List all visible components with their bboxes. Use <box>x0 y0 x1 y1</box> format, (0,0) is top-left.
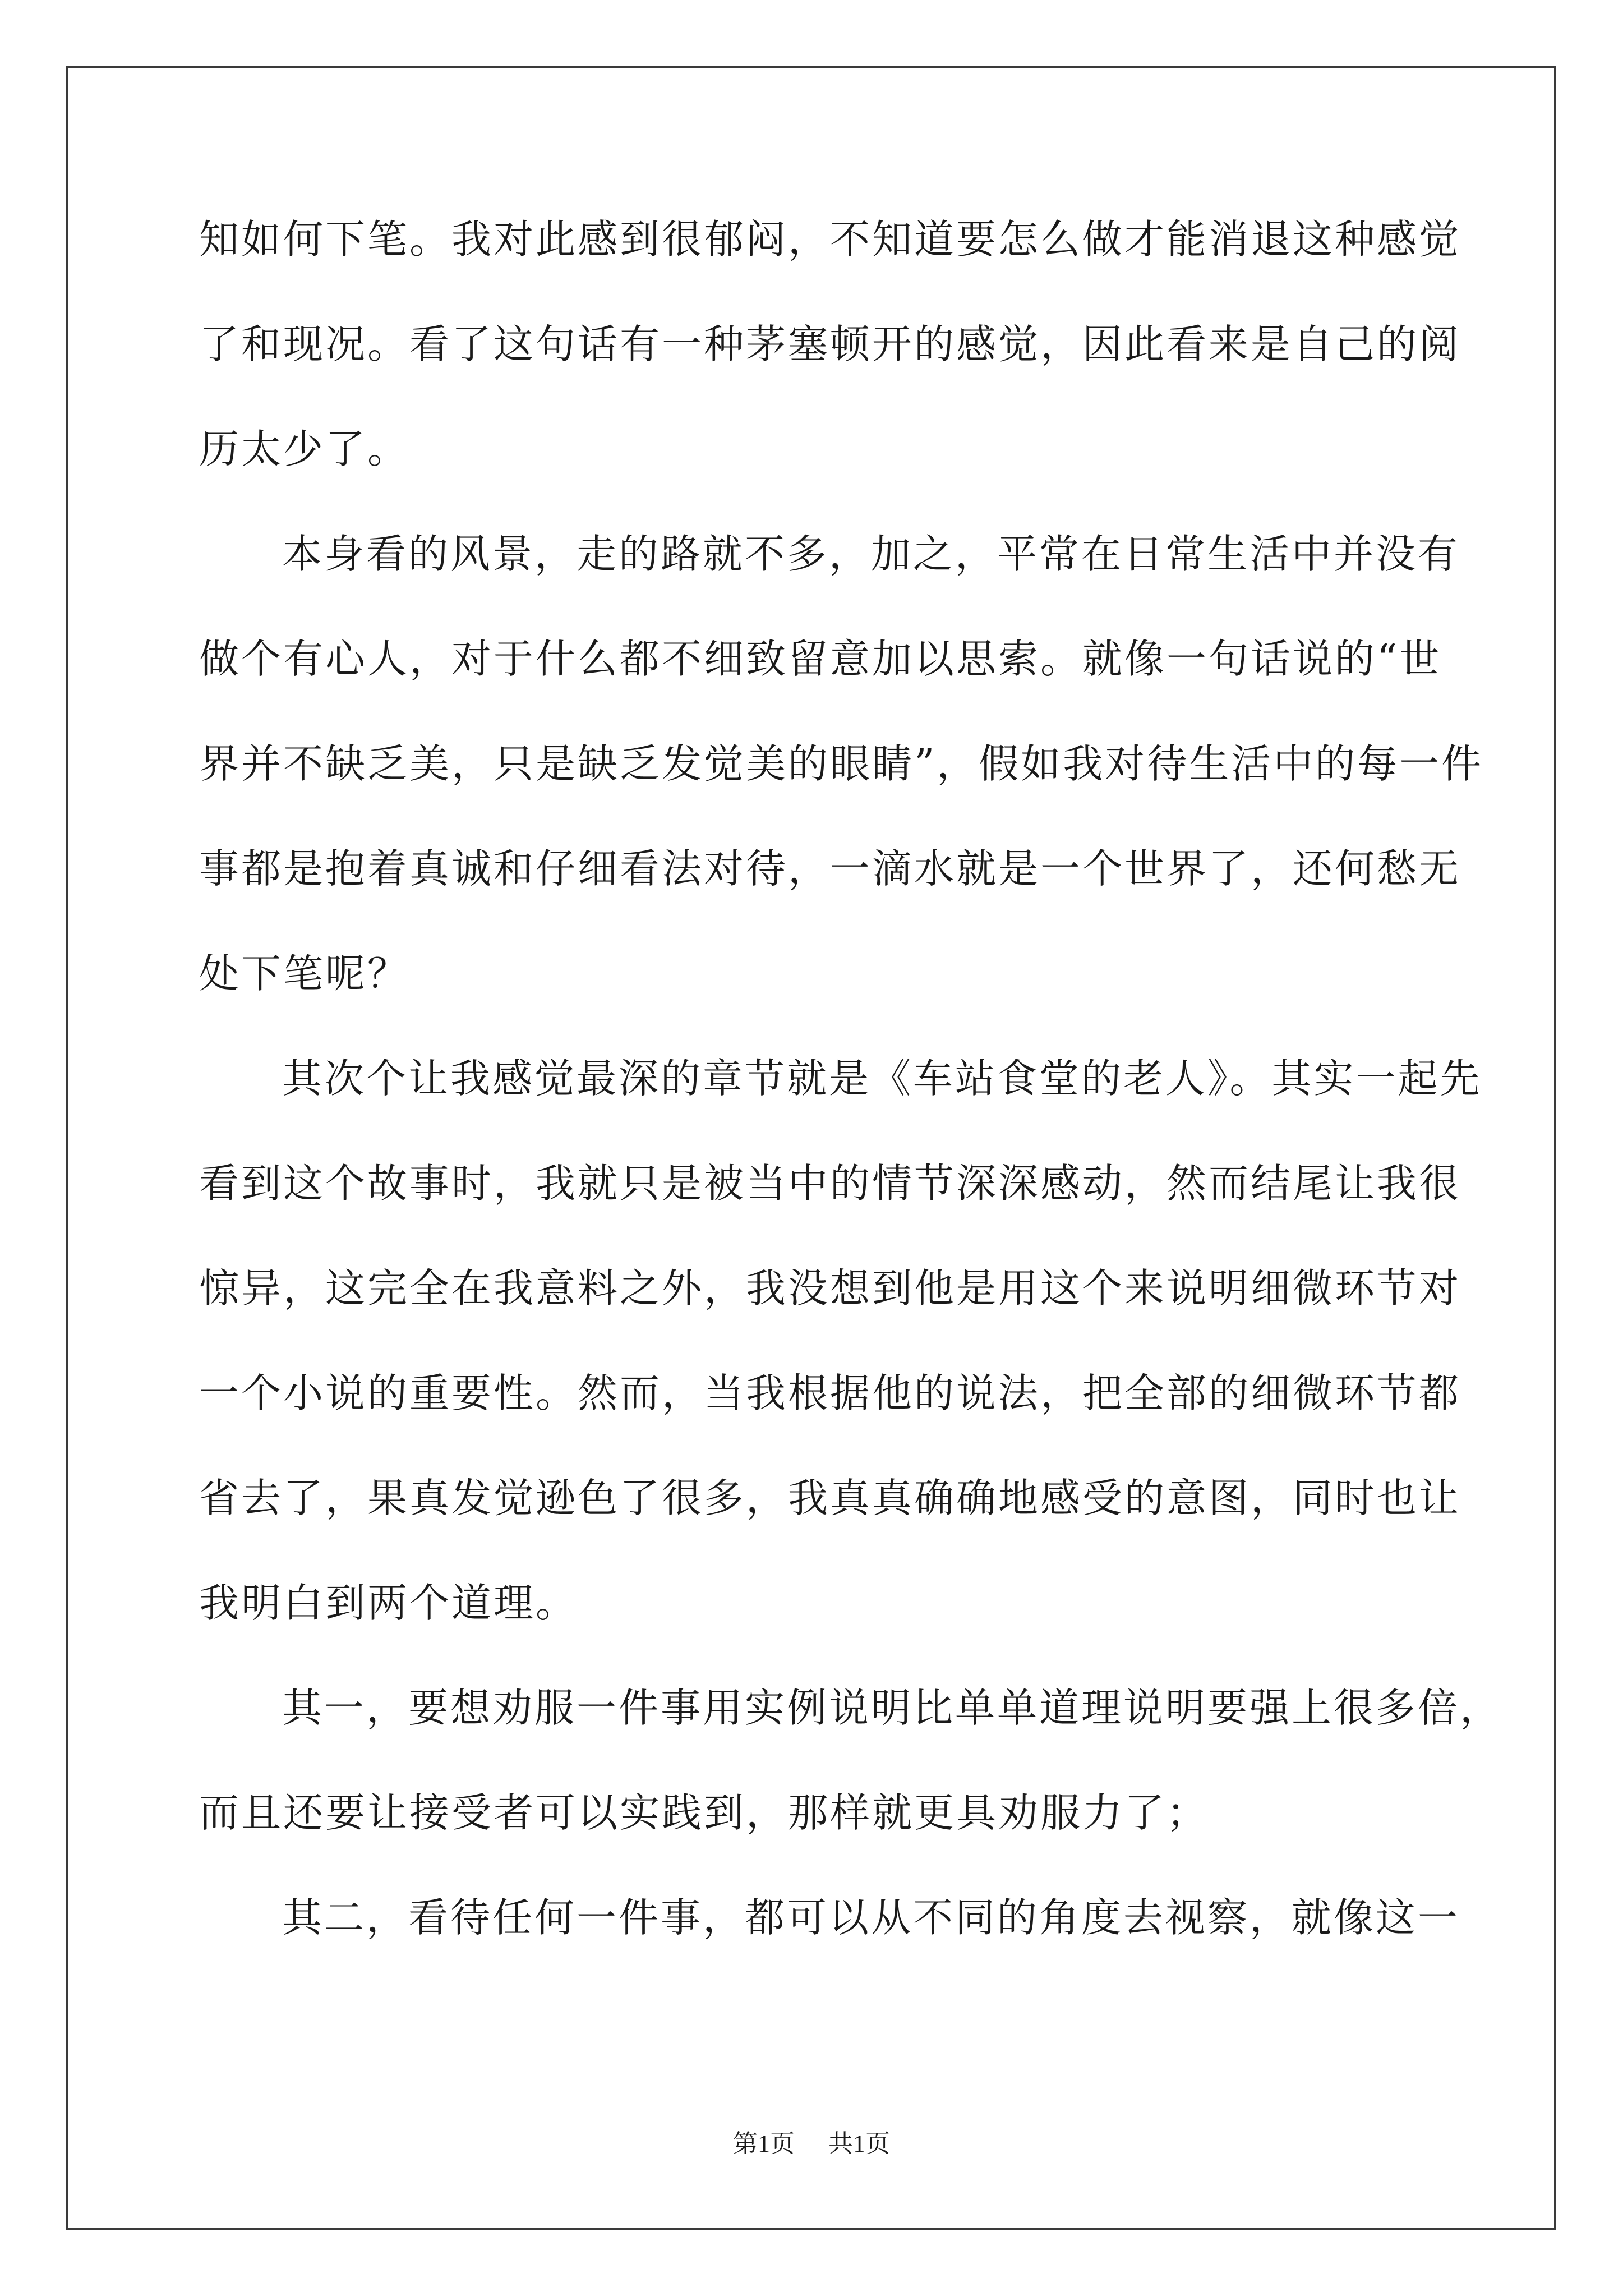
text-line: 界并不缺乏美，只是缺乏发觉美的眼睛”，假如我对待生活中的每一件 <box>199 740 1484 787</box>
text-line: 事都是抱着真诚和仔细看法对待，一滴水就是一个世界了，还何愁无 <box>199 845 1461 892</box>
paragraph <box>199 528 1484 1000</box>
paragraph <box>199 1052 1482 1630</box>
text-line: 处下笔呢？ <box>199 950 410 997</box>
document-body <box>199 213 1502 1996</box>
text-line: 本身看的风景，走的路就不多，加之，平常在日常生活中并没有 <box>282 531 1460 577</box>
text-line: 而且还要让接受者可以实践到，那样就更具劝服力了； <box>199 1789 1209 1836</box>
text-line: 我明白到两个道理。 <box>199 1580 578 1626</box>
text-line: 惊异，这完全在我意料之外，我没想到他是用这个来说明细微环节对 <box>199 1265 1461 1312</box>
paragraph <box>199 1892 1460 1944</box>
text-line: 省去了，果真发觉逊色了很多，我真真确确地感受的意图，同时也让 <box>199 1475 1461 1521</box>
text-line: 看到这个故事时，我就只是被当中的情节深深感动，然而结尾让我很 <box>199 1160 1461 1207</box>
text-line: 其一，要想劝服一件事用实例说明比单单道理说明要强上很多倍， <box>282 1685 1502 1731</box>
text-line: 其次个让我感觉最深的章节就是《车站食堂的老人》。其实一起先 <box>282 1055 1482 1102</box>
page-total: 共1页 <box>828 2130 890 2157</box>
text-line: 一个小说的重要性。然而，当我根据他的说法，把全部的细微环节都 <box>199 1370 1461 1416</box>
page-footer <box>0 2129 1623 2159</box>
page-number: 第1页 <box>733 2130 795 2157</box>
text-line: 了和现况。看了这句话有一种茅塞顿开的感觉，因此看来是自己的阅 <box>199 321 1461 367</box>
text-line: 其二，看待任何一件事，都可以从不同的角度去视察，就像这一 <box>282 1894 1460 1941</box>
text-line: 做个有心人，对于什么都不细致留意加以思索。就像一句话说的“世 <box>199 636 1442 682</box>
paragraph <box>199 213 1461 476</box>
text-line: 知如何下笔。我对此感到很郁闷，不知道要怎么做才能消退这种感觉 <box>199 216 1461 263</box>
paragraph <box>199 1682 1502 1839</box>
text-line: 历太少了。 <box>199 426 410 472</box>
